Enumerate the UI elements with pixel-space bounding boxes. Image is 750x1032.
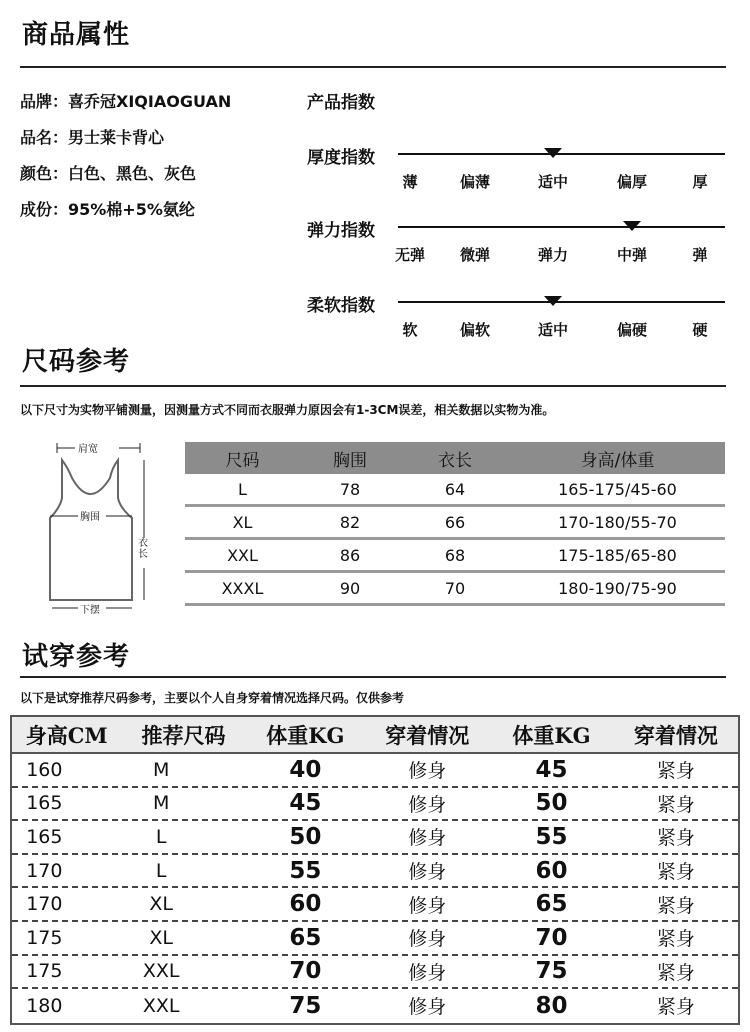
table-cell: 180-190/75-90 [558,578,677,598]
diagram-length-label: 衣长 [138,538,148,560]
column-header: 衣长 [438,450,472,471]
table-cell: 45 [535,756,568,783]
table-cell: 170-180/55-70 [558,512,677,532]
section-title-attributes: 商品属性 [22,20,131,50]
table-row [185,474,725,507]
table-cell: XXXL [221,578,264,598]
column-header: 穿着情况 [385,722,470,748]
table-cell: XL [149,893,173,916]
table-cell: 90 [339,578,361,598]
table-cell: 180 [26,994,63,1017]
divider [20,676,726,678]
index-scale-label: 中弹 [616,246,648,264]
section-title-size: 尺码参考 [22,347,131,377]
table-cell: L [155,859,167,882]
table-cell: 66 [444,512,466,532]
attr-material: 成份：95%棉+5%氨纶 [20,200,195,219]
table-row [185,507,725,540]
index-marker-icon [623,221,641,231]
index-scale-label: 适中 [537,173,569,191]
table-cell: M [152,758,170,781]
index-label: 厚度指数 [307,148,375,168]
index-scale-label: 偏薄 [459,173,491,191]
table-cell: 70 [289,958,322,985]
table-cell: 修身 [408,961,447,984]
table-row [185,540,725,573]
section-title-fit: 试穿参考 [22,642,131,672]
index-scale-label: 厚 [692,173,708,191]
index-scale-line [398,226,725,228]
table-row [12,788,738,822]
table-cell: XXL [142,960,180,983]
table-cell: XXL [227,545,258,565]
column-header: 身高CM [25,722,108,748]
index-marker-icon [544,296,562,306]
table-cell: 修身 [408,928,447,951]
divider [20,385,726,387]
column-header: 穿着情况 [633,722,718,748]
table-cell: 紧身 [656,793,695,816]
table-row [12,855,738,889]
table-cell: 60 [289,891,322,918]
index-scale-label: 弹力 [537,246,569,264]
index-scale-label: 偏厚 [616,173,648,191]
index-scale-label: 硬 [692,321,708,339]
table-cell: 修身 [408,996,447,1019]
table-cell: 修身 [408,760,447,783]
column-header: 体重KG [266,722,345,748]
table-cell: 65 [289,924,322,951]
table-cell: 175 [26,960,63,983]
diagram-hem-label: 下摆 [80,605,100,616]
fit-note: 以下是试穿推荐尺码参考，主要以个人自身穿着情况选择尺码。仅供参考 [20,691,405,705]
table-cell: 86 [339,545,361,565]
table-cell: 紧身 [656,996,695,1019]
table-cell: 160 [26,758,63,781]
attr-name: 品名：男士莱卡背心 [20,128,165,147]
table-cell: 165 [26,792,63,815]
attr-color: 颜色：白色、黑色、灰色 [20,164,197,183]
column-header: 推荐尺码 [141,722,226,748]
table-cell: 75 [535,958,568,985]
index-scale-label: 偏软 [459,321,491,339]
divider [20,66,726,68]
table-cell: 60 [535,857,568,884]
table-cell: 50 [289,823,322,850]
index-marker-icon [544,148,562,158]
table-cell: 紧身 [656,760,695,783]
table-cell: 50 [535,790,568,817]
fit-table-header [12,717,738,754]
table-row [12,888,738,922]
table-row [12,754,738,788]
size-note: 以下尺寸为实物平铺测量，因测量方式不同而衣服弹力原因会有1-3CM误差，相关数据以实物为准。 [20,403,555,417]
table-cell: 40 [289,756,322,783]
table-cell: 80 [535,992,568,1019]
index-scale-label: 弹 [692,246,708,264]
column-header: 身高/体重 [580,450,655,471]
table-cell: 修身 [408,827,447,850]
index-scale-label: 微弹 [459,246,491,264]
table-cell: L [155,825,167,848]
table-cell: 紧身 [656,961,695,984]
table-cell: 170 [26,859,63,882]
table-row [12,956,738,990]
table-cell: 紧身 [656,894,695,917]
table-cell: 170 [26,893,63,916]
table-cell: XXL [142,994,180,1017]
table-cell: 68 [444,545,466,565]
table-cell: L [238,479,247,499]
table-cell: 修身 [408,793,447,816]
table-cell: XL [149,926,173,949]
index-scale-label: 偏硬 [616,321,648,339]
table-cell: M [152,792,170,815]
table-cell: 165 [26,825,63,848]
index-scale-label: 无弹 [394,246,426,264]
table-row [185,573,725,606]
index-title: 产品指数 [307,93,375,113]
table-cell: XL [232,512,253,532]
table-cell: 修身 [408,894,447,917]
index-scale-label: 薄 [402,173,418,191]
table-cell: 65 [535,891,568,918]
index-scale-label: 适中 [537,321,569,339]
table-cell: 55 [535,823,568,850]
table-cell: 70 [535,924,568,951]
table-row [12,989,738,1023]
table-cell: 55 [289,857,322,884]
table-cell: 紧身 [656,861,695,884]
index-scale-label: 软 [402,321,418,339]
table-cell: 165-175/45-60 [558,479,677,499]
table-cell: 75 [289,992,322,1019]
table-cell: 45 [289,790,322,817]
attr-brand: 品牌：喜乔冠XIQIAOGUAN [20,92,232,111]
table-cell: 175-185/65-80 [558,545,677,565]
column-header: 胸围 [333,450,367,471]
table-row [12,922,738,956]
diagram-shoulder-label: 肩宽 [78,444,98,455]
index-label: 柔软指数 [307,296,375,316]
table-cell: 修身 [408,861,447,884]
fit-table [10,715,740,1025]
table-cell: 紧身 [656,928,695,951]
size-table-header [185,442,725,474]
tank-top-diagram [40,438,155,616]
table-row [12,821,738,855]
table-cell: 70 [444,578,466,598]
column-header: 体重KG [512,722,591,748]
index-label: 弹力指数 [307,221,375,241]
table-cell: 紧身 [656,827,695,850]
table-cell: 78 [339,479,361,499]
table-cell: 175 [26,926,63,949]
column-header: 尺码 [225,450,260,471]
table-cell: 82 [339,512,361,532]
diagram-chest-label: 胸围 [80,512,100,523]
table-cell: 64 [444,479,466,499]
size-table [185,442,725,606]
